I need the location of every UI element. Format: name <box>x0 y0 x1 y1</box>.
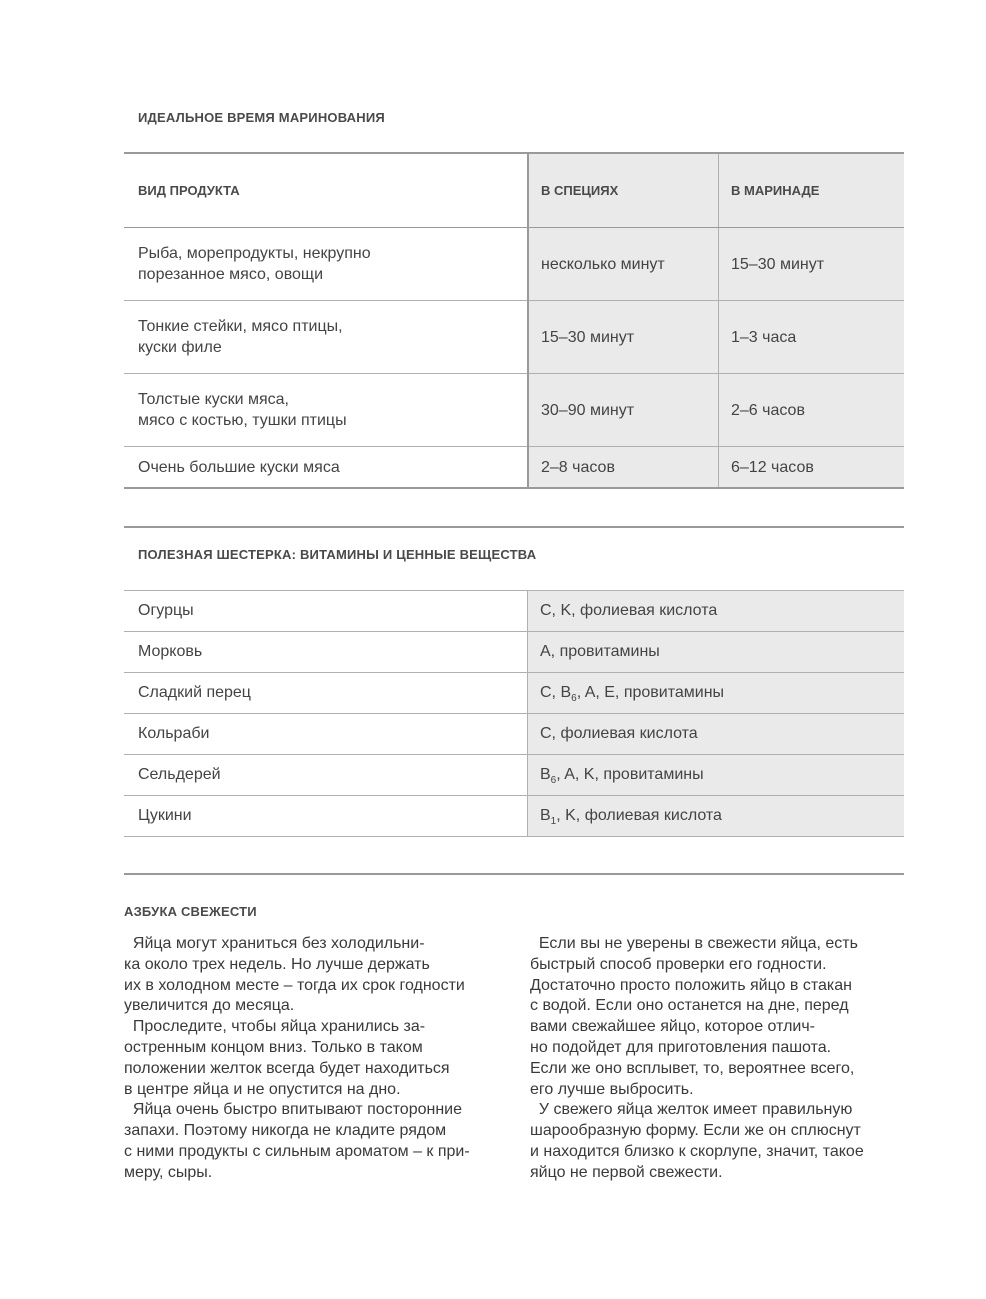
table-row <box>124 796 904 837</box>
product-line: Толстые куски мяса, <box>138 391 289 408</box>
vitamin-text: A, провитамины <box>540 643 660 660</box>
vegetable-name: Сладкий перец <box>124 673 528 714</box>
vitamin-list <box>528 591 905 632</box>
table-row <box>124 228 904 301</box>
section-divider <box>124 873 904 875</box>
header-spices: В СПЕЦИЯХ <box>528 153 719 228</box>
product-cell <box>124 301 528 374</box>
vitamin-subscript: 1 <box>550 816 557 827</box>
vegetable-name: Кольраби <box>124 714 528 755</box>
marinade-cell: 2–6 часов <box>719 374 905 447</box>
vitamin-text: , A, K, провитамины <box>556 766 704 783</box>
table-row <box>124 591 904 632</box>
vitamin-subscript: 6 <box>550 775 557 786</box>
table-header-row <box>124 153 904 228</box>
table-row <box>124 673 904 714</box>
vitamin-text: , A, E, провитамины <box>576 684 725 701</box>
vegetable-name: Огурцы <box>124 591 528 632</box>
product-line: мясо с костью, тушки птицы <box>138 412 347 429</box>
header-marinade: В МАРИНАДЕ <box>719 153 905 228</box>
product-cell: Очень большие куски мяса <box>124 447 528 489</box>
freshness-right-column: Если вы не уверены в свежести яйца, есть быстрый способ проверки его годности. Достаточно просто положить яйцо в стакан с водой. Если оно останется на дне, перед вами свежайшее яйцо, которое отлич- но подойдет для приготовления пашота. Если же оно всплывет, то, вероятнее всего, его лучше выбросить. У свежего яйца желток имеет правильную шарообразную форму. Если же он сплюснут и находится близко к скорлупе, значит, такое яйцо не первой свежести. <box>530 935 864 1181</box>
table-row <box>124 714 904 755</box>
freshness-left-column: Яйца могут храниться без холодильни- ка около трех недель. Но лучше держать их в холодном месте – тогда их срок годности увеличится до месяца. Проследите, чтобы яйца хранились за- остренным концом вниз. Только в таком положении желток всегда будет находиться в центре яйца и не опустится на дно. Яйца очень быстро впитывают посторонние запахи. Поэтому никогда не кладите рядом с ними продукты с сильным ароматом – к при- меру, сыры. <box>124 935 470 1181</box>
table-row <box>124 447 904 489</box>
section-divider <box>124 526 904 528</box>
table-row <box>124 374 904 447</box>
header-product: ВИД ПРОДУКТА <box>124 153 528 228</box>
product-line: куски филе <box>138 339 222 356</box>
vegetable-name: Морковь <box>124 632 528 673</box>
spices-cell: 30–90 минут <box>528 374 719 447</box>
freshness-title: АЗБУКА СВЕЖЕСТИ <box>124 904 257 919</box>
marinade-cell: 1–3 часа <box>719 301 905 374</box>
vitamin-list <box>528 714 905 755</box>
vitamin-subscript: 6 <box>571 693 577 704</box>
vitamin-list <box>528 755 905 796</box>
vitamin-table <box>124 590 904 837</box>
spices-cell: 15–30 минут <box>528 301 719 374</box>
vegetable-name: Сельдерей <box>124 755 528 796</box>
vitamin-list <box>528 673 905 714</box>
product-line: Рыба, морепродукты, некрупно <box>138 245 371 262</box>
product-cell <box>124 228 528 301</box>
product-line: Тонкие стейки, мясо птицы, <box>138 318 343 335</box>
vitamin-list <box>528 796 905 837</box>
vitamin-text: C, K, фолиевая кислота <box>540 602 718 619</box>
marinade-cell: 6–12 часов <box>719 447 905 489</box>
table-row <box>124 755 904 796</box>
table-row <box>124 632 904 673</box>
vitamin-text: C, фолиевая кислота <box>540 725 698 742</box>
marinate-title: ИДЕАЛЬНОЕ ВРЕМЯ МАРИНОВАНИЯ <box>138 110 385 125</box>
vitamins-title: ПОЛЕЗНАЯ ШЕСТЕРКА: ВИТАМИНЫ И ЦЕННЫЕ ВЕЩЕСТВА <box>138 547 537 562</box>
marinate-table <box>124 152 904 489</box>
spices-cell: несколько минут <box>528 228 719 301</box>
vitamin-text: C, B <box>540 684 572 701</box>
vegetable-name: Цукини <box>124 796 528 837</box>
vitamin-text: , K, фолиевая кислота <box>556 807 722 824</box>
spices-cell: 2–8 часов <box>528 447 719 489</box>
table-row <box>124 301 904 374</box>
vitamin-text: B <box>540 766 551 783</box>
vitamin-list <box>528 632 905 673</box>
vitamin-text: B <box>540 807 551 824</box>
marinade-cell: 15–30 минут <box>719 228 905 301</box>
product-cell <box>124 374 528 447</box>
product-line: порезанное мясо, овощи <box>138 266 324 283</box>
